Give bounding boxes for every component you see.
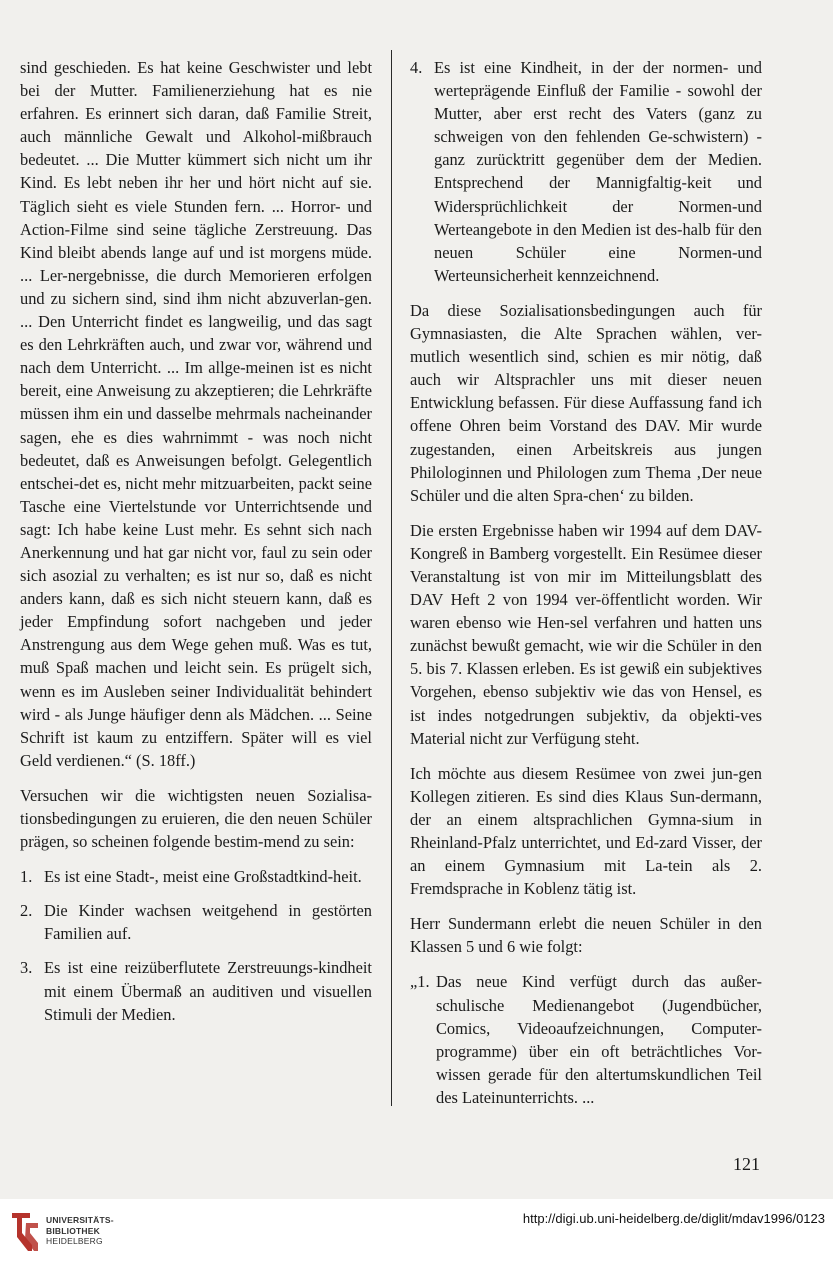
quote-number: „1. [410,972,430,992]
library-logo-icon [8,1209,42,1255]
column-divider [391,50,392,1106]
socialization-list [20,865,372,1026]
footer-bar [0,1199,833,1264]
right-paragraph-4: Herr Sundermann erlebt die neuen Schüler in den Klassen 5 und 6 wie folgt: [410,914,762,957]
left-column [20,56,372,1037]
list-number: 3. [20,958,33,978]
list-number: 2. [20,901,33,921]
right-paragraph-2: Die ersten Ergebnisse haben wir 1994 auf dem DAV-Kongreß in Bamberg vorgestellt. Ein Resümee dieser Veranstaltung ist von mir im Mitteilungsblatt des DAV Heft 2 von 1994 ver-öffentlicht worden. Wir waren ebenso wie Hen-sel verfahren und hatten uns zunächst bewußt gemacht, wie wir die Schüler in den 5. bis 7. Klassen erleben. Es ist gewiß ein subjektives Vorgehen, ebenso subjektiv wie das von Hensel, es ist indes notgedrungen subjektiv, da objekti-ves Material nicht zur Verfügung steht. [410,520,762,748]
right-paragraph-3: Ich möchte aus diesem Resümee von zwei jun-gen Kollegen zitieren. Es sind dies Klaus Sun-dermann, der an einem altsprachlichen Gymna-sium in Rheinland-Pfalz unterrichtet, und Ed-zard Visser, der an einem Gymnasium mit La-tein als 2. Fremdsprache in Koblenz tätig ist. [410,763,762,899]
library-line-3: HEIDELBERG [46,1236,103,1246]
left-paragraph-1: sind geschieden. Es hat keine Geschwister und lebt bei der Mutter. Familienerziehung hat es nie erfahren. Es erinnert sich daran, daß Familie Streit, auch männliche Gewalt und Alkohol-mißbrauch bedeutet. ... Die Mutter kümmert sich nicht um ihr Kind. Es lebt neben ihr her und hört nicht auf sie. Täglich sieht es viele Stunden fern. ... Horror- und Action-Filme sind seine tägliche Zerstreuung. Das Kind bleibt abends lange auf und ist morgens müde. ... Ler-nergebnisse, die durch Memorieren erfolgen und zu sichern sind, sind ihm nicht abzuverlan-gen. ... Den Unterricht findet es langweilig, und das sagt es den Lehrkräften auch, und zwar vor, während und nach dem Unterricht. ... Im allge-meinen ist es nicht bereit, eine Anweisung zu akzeptieren; die Lehrkräfte müssen ihm ein und dasselbe mehrmals nacheinander sagen, ehe es dies wahrnimmt - was noch nicht bedeutet, daß es Anweisungen befolgt. Gelegentlich entschei-det es, nicht mehr mitzuarbeiten, packt seine Tasche eine Viertelstunde vor Unterrichtsende und sagt: Ich habe keine Lust mehr. Es sehnt sich nach Anerkennung und hat gar nicht vor, faul zu sein oder sich asozial zu verhalten; es ist nur so, daß es nicht anders kann, daß es sich nicht steuern kann, daß es jeder Empfindung sofort nachgeben und jeder Anstrengung aus dem Wege gehen muß. Was es tut, muß Spaß machen und leicht sein. Es prügelt sich, wenn es im Ausleben seiner Individualität behindert wird - als Junge häufiger denn als Mädchen. ... Seine Schrift ist kaum zu entziffern. Später will es viel Geld verdienen.“ (S. 18ff.) [20,58,372,770]
list-item [410,56,762,287]
source-url[interactable]: http://digi.ub.uni-heidelberg.de/diglit/mdav1996/0123 [522,1211,825,1226]
list-number: 4. [410,58,423,77]
right-column [410,56,762,1109]
library-line-1: UNIVERSITÄTS- [46,1215,114,1225]
left-paragraph-2: Versuchen wir die wichtigsten neuen Sozialisa-tionsbedingungen zu eruieren, die den neuen Schüler prägen, so scheinen folgende bestim-mend zu sein: [20,785,372,852]
right-paragraph-1: Da diese Sozialisationsbedingungen auch für Gymnasiasten, die Alte Sprachen wählen, ver-mutlich wesentlich sind, schien es mir nötig, daß auch wir Altsprachler uns mit dieser neuen Entwicklung befassen. Für diese Auffassung fand ich offene Ohren beim Vorstand des DAV. Mir wurde zugestanden, einen Arbeitskreis aus jungen Philologinnen und Philologen zum Thema ‚Der neue Schüler und die alten Spra-chen‘ zu bilden. [410,300,762,505]
list-item [20,865,372,888]
list-text: Die Kinder wachsen weitgehend in gestörten Familien auf. [44,901,372,944]
list-text: Es ist eine Kindheit, in der der normen- und werteprägende Einfluß der Familie - sowohl der Mutter, aber erst recht des Vaters (ganz zu schweigen von den fehlenden Ge-schwistern) - ganz zurücktritt gegenüber dem der Medien. Entsprechend der Mannigfaltig-keit und Widersprüchlichkeit der Normen-und Werteangebote in den Medien ist des-halb für den neuen Schüler eine Normen-und Werteunsicherheit kennzeichnend. [434,58,762,285]
quote-list-item [410,970,762,1109]
list-item [20,956,372,1025]
library-line-2: BIBLIOTHEK [46,1225,100,1236]
quote-text: Das neue Kind verfügt durch das außer-schulische Medienangebot (Jugendbücher, Comics, Videoaufzeichnungen, Computer-programme) über ein oft beträchtliches Vor-wissen gerade für den altertumskundlichen Teil des Lateinunterrichts. ... [436,972,762,1107]
list-text: Es ist eine reizüberflutete Zerstreuungs-kindheit mit einem Übermaß an auditiven und visuellen Stimuli der Medien. [44,958,372,1024]
list-item [20,899,372,945]
list-text: Es ist eine Stadt-, meist eine Großstadtkind-heit. [44,867,362,887]
library-name [46,1215,114,1247]
list-number: 1. [20,867,33,887]
page-number: 121 [733,1154,760,1174]
socialization-list-continued [410,56,762,287]
